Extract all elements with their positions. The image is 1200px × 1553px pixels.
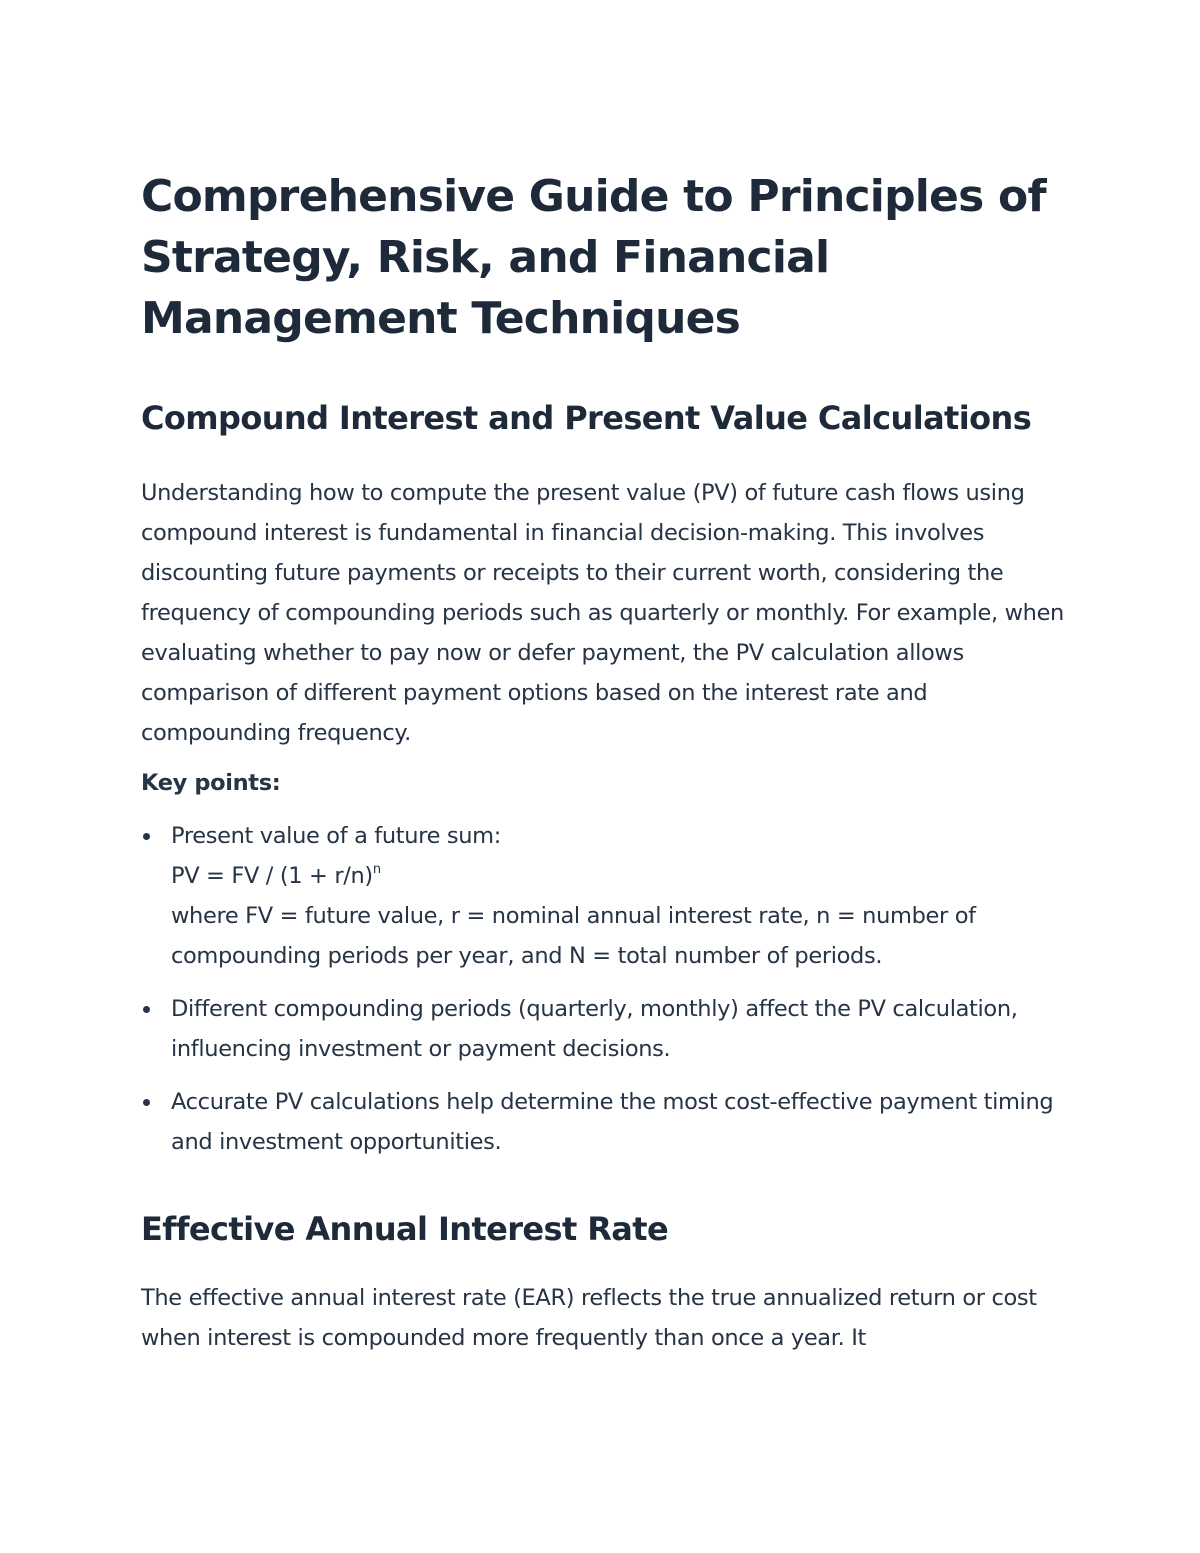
pv-formula-base: PV = FV / (1 + r/n) xyxy=(171,863,373,889)
document-title: Comprehensive Guide to Principles of Strategy, Risk, and Financial Management Techniques xyxy=(141,171,1046,344)
bullet-icon xyxy=(143,1006,150,1013)
section-heading-compound-interest: Compound Interest and Present Value Calculations xyxy=(141,399,1032,437)
document-page xyxy=(141,166,1066,1358)
pv-formula xyxy=(171,856,1066,896)
bullet-icon xyxy=(143,1099,150,1106)
key-points-list xyxy=(141,816,1066,1162)
section-paragraph-effective-annual-rate: The effective annual interest rate (EAR) reflects the true annualized return or cost when interest is compounded more frequently than once a year. It xyxy=(141,1285,1037,1351)
pv-formula-exponent: n xyxy=(372,862,381,877)
formula-explanation: where FV = future value, r = nominal annual interest rate, n = number of compounding periods per year, and N = total number of periods. xyxy=(171,903,976,969)
list-item xyxy=(141,816,1066,976)
section-paragraph-compound-interest: Understanding how to compute the present value (PV) of future cash flows using compound interest is fundamental in financial decision-making. This involves discounting future payments or receipts to their current worth, considering the frequency of compounding periods such as quarterly or monthly. For example, when evaluating whether to pay now or defer payment, the PV calculation allows comparison of different payment options based on the interest rate and compounding frequency. xyxy=(141,480,1064,746)
bullet-icon xyxy=(143,833,150,840)
list-item xyxy=(141,1082,1066,1162)
key-points-label: Key points: xyxy=(141,770,281,796)
bullet-text: Different compounding periods (quarterly, monthly) affect the PV calculation, influencing investment or payment decisions. xyxy=(171,996,1018,1062)
bullet-lead-text: Present value of a future sum: xyxy=(171,823,501,849)
bullet-text: Accurate PV calculations help determine the most cost-effective payment timing and investment opportunities. xyxy=(171,1089,1054,1155)
section-heading-effective-annual-rate: Effective Annual Interest Rate xyxy=(141,1210,669,1248)
list-item xyxy=(141,989,1066,1069)
